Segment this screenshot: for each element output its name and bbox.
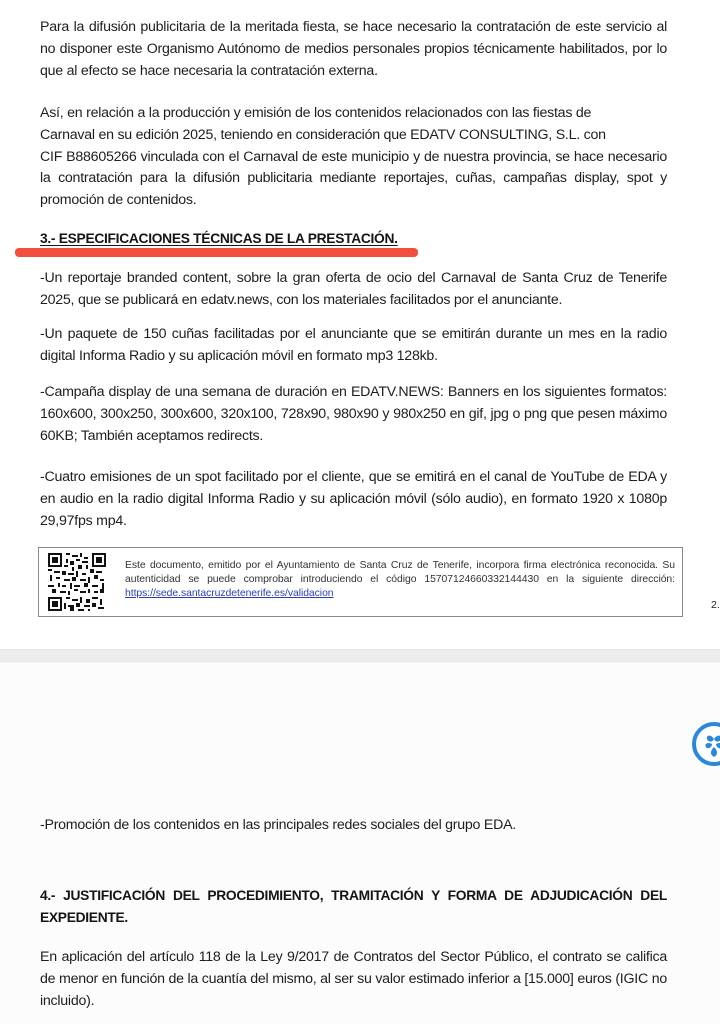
paragraph-justificacion: En aplicación del artículo 118 de la Ley 9/2017 de Contratos del Sector Público, el contrato se califica de menor en función de la cuantía del mismo, al ser su valor estimado inferior a [15.000] euros (IGIC no incluido). <box>40 949 667 1009</box>
page-number: 2. <box>711 599 720 611</box>
spec-item-spot: -Cuatro emisiones de un spot facilitado por el cliente, que se emitirá en el canal de YouTube de EDA y en audio en la radio digital Informa Radio y su aplicación móvil (sólo audio), en formato 1920 x 1080p 29,97fps mp4. <box>40 469 667 529</box>
paragraph-difusion: Para la difusión publicitaria de la meritada fiesta, se hace necesario la contratación de este servicio al no disponer este Organismo Autónomo de medios personales propios técnicamente habilitados, por lo que al efecto se hace necesaria la contratación externa. <box>40 19 667 79</box>
section-4-heading: 4.- JUSTIFICACIÓN DEL PROCEDIMIENTO, TRAMITACIÓN Y FORMA DE ADJUDICACIÓN DEL EXPEDIENTE. <box>40 888 667 925</box>
validation-link[interactable]: https://sede.santacruzdetenerife.es/validacion <box>125 588 334 599</box>
paragraph-produccion-line-1: Así, en relación a la producción y emisión de los contenidos relacionados con las fiestas de <box>40 105 592 121</box>
page-separator <box>0 649 720 663</box>
paragraph-produccion-line-2: Carnaval en su edición 2025, teniendo en consideración que EDATV CONSULTING, S.L. con <box>40 126 606 143</box>
section-3-heading: 3.- ESPECIFICACIONES TÉCNICAS DE LA PRESTACIÓN. <box>40 231 398 246</box>
page-2-content <box>40 663 667 1024</box>
signature-verification-body: Este documento, emitido por el Ayuntamiento de Santa Cruz de Tenerife, incorpora firma electrónica reconocida. Su autenticidad se puede comprobar introduciendo el código 15707124660332144430 en la siguiente dirección: <box>125 560 675 585</box>
paragraph-produccion <box>40 103 667 212</box>
qr-code-icon <box>47 553 107 611</box>
spec-item-reportaje: -Un reportaje branded content, sobre la gran oferta de ocio del Carnaval de Santa Cruz de Tenerife 2025, que se publicará en edatv.news, con los materiales facilitados por el anunciante. <box>40 270 667 308</box>
signature-verification-text <box>125 559 675 601</box>
spec-item-cunas: -Un paquete de 150 cuñas facilitadas por el anunciante que se emitirán durante un mes en la radio digital Informa Radio y su aplicación móvil en formato mp3 128kb. <box>40 326 667 364</box>
ayuntamiento-logo-icon[interactable] <box>691 721 720 767</box>
paragraph-produccion-rest: CIF B88605266 vinculada con el Carnaval de este municipio y de nuestra provincia, se hace necesario la contratación para la difusión publicitaria mediante reportajes, cuñas, campañas display, spot y promoción de contenidos. <box>40 148 667 209</box>
spec-item-display: -Campaña display de una semana de duración en EDATV.NEWS: Banners en los siguientes formatos: 160x600, 300x250, 300x600, 320x100, 728x90, 980x90 y 980x250 en gif, jpg o png que pesen máximo 60KB; También aceptamos redirects. <box>40 384 667 444</box>
spec-item-promocion: -Promoción de los contenidos en las principales redes sociales del grupo EDA. <box>40 817 517 833</box>
electronic-signature-box <box>38 547 683 617</box>
